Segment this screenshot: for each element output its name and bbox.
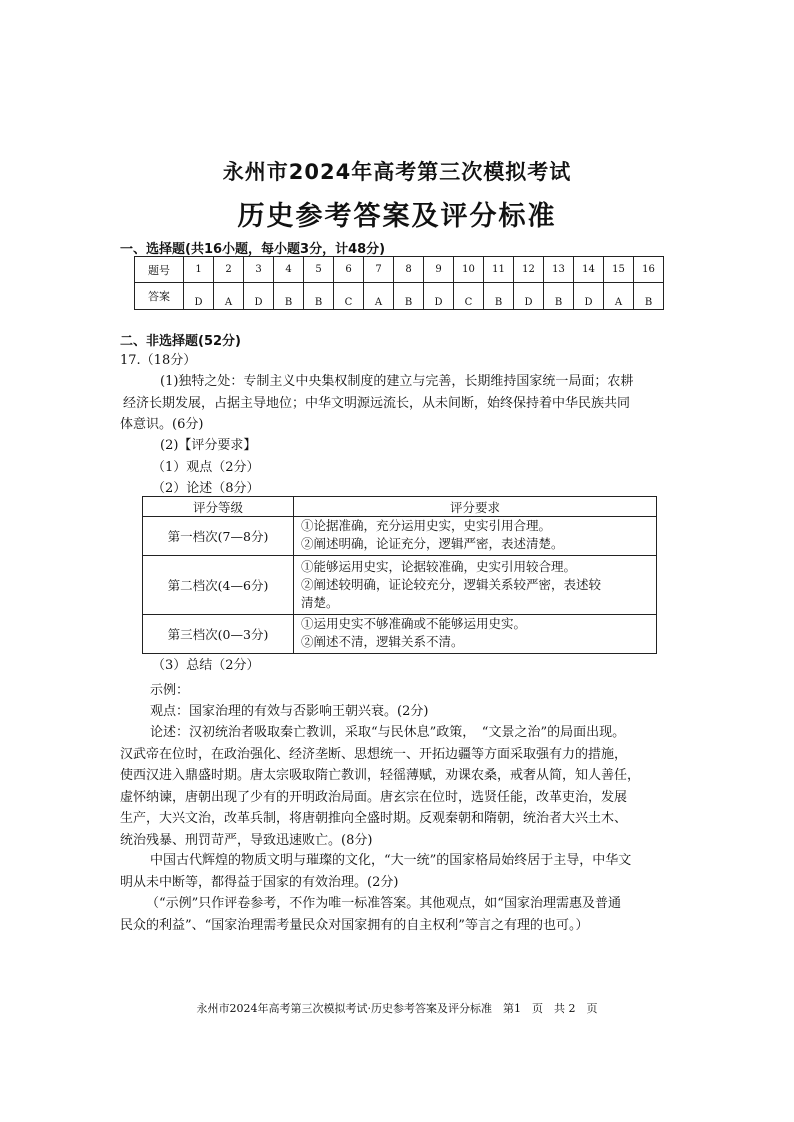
- requirement-line: ②阐述较明确，证论较充分，逻辑关系较严密，表述较: [301, 577, 602, 592]
- requirement-line: 清楚。: [301, 595, 339, 610]
- part-1-answer: [120, 371, 675, 436]
- row-label-question: 题号: [135, 257, 184, 283]
- requirement-line: ①运用史实不够准确或不能够运用史实。: [301, 616, 527, 631]
- grading-item-argument: （2）论述（8分）: [152, 481, 260, 496]
- example-argument: [120, 722, 680, 851]
- grade-level: 第三档次(0—3分): [143, 615, 294, 654]
- grading-item-viewpoint: （1）观点（2分）: [152, 460, 260, 475]
- column-header-requirement: 评分要求: [294, 497, 657, 517]
- column-header-level: 评分等级: [143, 497, 294, 517]
- grade-requirement: [294, 556, 657, 615]
- section-2-heading: 二、非选择题(52分): [120, 334, 241, 349]
- answer-cell: B: [394, 283, 424, 310]
- question-number: 16: [634, 257, 664, 283]
- answer-cell: D: [184, 283, 214, 310]
- answer-cell: B: [544, 283, 574, 310]
- conclusion-line: 中国古代辉煌的物质文明与璀璨的文化，“大一统”的国家格局始终居于主导，中华文: [150, 853, 632, 868]
- grading-standard-table: [142, 496, 657, 654]
- exam-title: 永州市2024年高考第三次模拟考试: [222, 160, 572, 184]
- note-line: 民众的利益”、“国家治理需考量民众对国家拥有的自主权利”等言之有理的也可。）: [120, 917, 589, 933]
- argument-line: 使西汉进入鼎盛时期。唐太宗吸取隋亡教训，轻徭薄赋，劝课农桑，戒奢从简，知人善任，: [120, 768, 641, 783]
- part-1-line: (1)独特之处：专制主义中央集权制度的建立与完善，长期维持国家统一局面；农耕: [160, 374, 634, 389]
- argument-line: 汉武帝在位时，在政治强化、经济垄断、思想统一、开拓边疆等方面采取强有力的措施，: [120, 746, 628, 762]
- question-number: 7: [364, 257, 394, 283]
- answer-cell: B: [304, 283, 334, 310]
- question-number: 1: [184, 257, 214, 283]
- question-number: 5: [304, 257, 334, 283]
- answer-cell: C: [454, 283, 484, 310]
- question-17-label: 17.（18分）: [120, 353, 197, 368]
- grading-row: [143, 517, 657, 556]
- answer-cell: D: [424, 283, 454, 310]
- question-number: 13: [544, 257, 574, 283]
- question-number: 15: [604, 257, 634, 283]
- page-footer: 永州市2024年高考第三次模拟考试·历史参考答案及评分标准 第1 页 共 2 页: [196, 1002, 598, 1015]
- question-number: 3: [244, 257, 274, 283]
- part-1-line: 经济长期发展，占据主导地位；中华文明源远流长，从未间断，始终保持着中华民族共同: [123, 395, 631, 411]
- grading-table-header: [143, 497, 657, 517]
- answer-cell: B: [484, 283, 514, 310]
- row-label-answer: 答案: [135, 283, 184, 310]
- requirement-line: ①论据准确，充分运用史实，史实引用合理。: [301, 518, 552, 533]
- question-number-row: [135, 257, 664, 283]
- answer-cell: D: [574, 283, 604, 310]
- answer-cell: B: [634, 283, 664, 310]
- answer-key-title: 历史参考答案及评分标准: [237, 201, 557, 232]
- answer-row: [135, 283, 664, 310]
- question-number: 9: [424, 257, 454, 283]
- answer-cell: C: [334, 283, 364, 310]
- answer-cell: A: [364, 283, 394, 310]
- argument-line: 论述：汉初统治者吸取秦亡教训，采取“与民休息”政策， “文景之治”的局面出现。: [150, 725, 626, 740]
- argument-line: 统治残暴、刑罚苛严，导致迅速败亡。(8分): [120, 832, 373, 848]
- example-viewpoint: 观点：国家治理的有效与否影响王朝兴衰。(2分): [150, 704, 429, 719]
- section-1-heading: 一、选择题(共16小题，每小题3分，计48分): [120, 242, 386, 257]
- grade-level: 第一档次(7—8分): [143, 517, 294, 556]
- question-number: 12: [514, 257, 544, 283]
- grade-level: 第二档次(4—6分): [143, 556, 294, 615]
- example-conclusion: [120, 850, 680, 893]
- question-number: 4: [274, 257, 304, 283]
- answer-cell: A: [214, 283, 244, 310]
- answer-cell: B: [274, 283, 304, 310]
- question-number: 2: [214, 257, 244, 283]
- part-2-title: (2)【评分要求】: [160, 438, 257, 453]
- grade-requirement: [294, 517, 657, 556]
- answer-cell: D: [514, 283, 544, 310]
- grading-note: [120, 893, 680, 936]
- grade-requirement: [294, 615, 657, 654]
- question-number: 11: [484, 257, 514, 283]
- grading-row: [143, 556, 657, 615]
- requirement-line: ②阐述明确，论证充分，逻辑严密，表述清楚。: [301, 536, 564, 551]
- grading-item-summary: （3）总结（2分）: [152, 658, 260, 673]
- multiple-choice-answer-table: [134, 256, 664, 310]
- question-number: 8: [394, 257, 424, 283]
- argument-line: 生产，大兴文治，改革兵制，将唐朝推向全盛时期。反观秦朝和隋朝，统治者大兴土木、: [120, 811, 628, 826]
- grading-row: [143, 615, 657, 654]
- answer-cell: D: [244, 283, 274, 310]
- answer-cell: A: [604, 283, 634, 310]
- requirement-line: ①能够运用史实，论据较准确，史实引用较合理。: [301, 559, 577, 574]
- question-number: 14: [574, 257, 604, 283]
- question-number: 10: [454, 257, 484, 283]
- conclusion-line: 明从未中断等，都得益于国家的有效治理。(2分): [120, 874, 399, 890]
- argument-line: 虚怀纳谏，唐朝出现了少有的开明政治局面。唐玄宗在位时，选贤任能，改革吏治，发展: [120, 789, 628, 805]
- example-label: 示例：: [150, 683, 190, 698]
- requirement-line: ②阐述不清，逻辑关系不清。: [301, 634, 464, 649]
- note-line: （“示例”只作评卷参考，不作为唯一标准答案。其他观点，如“国家治理需惠及普通: [146, 896, 621, 911]
- question-number: 6: [334, 257, 364, 283]
- part-1-line: 体意识。(6分): [120, 417, 204, 432]
